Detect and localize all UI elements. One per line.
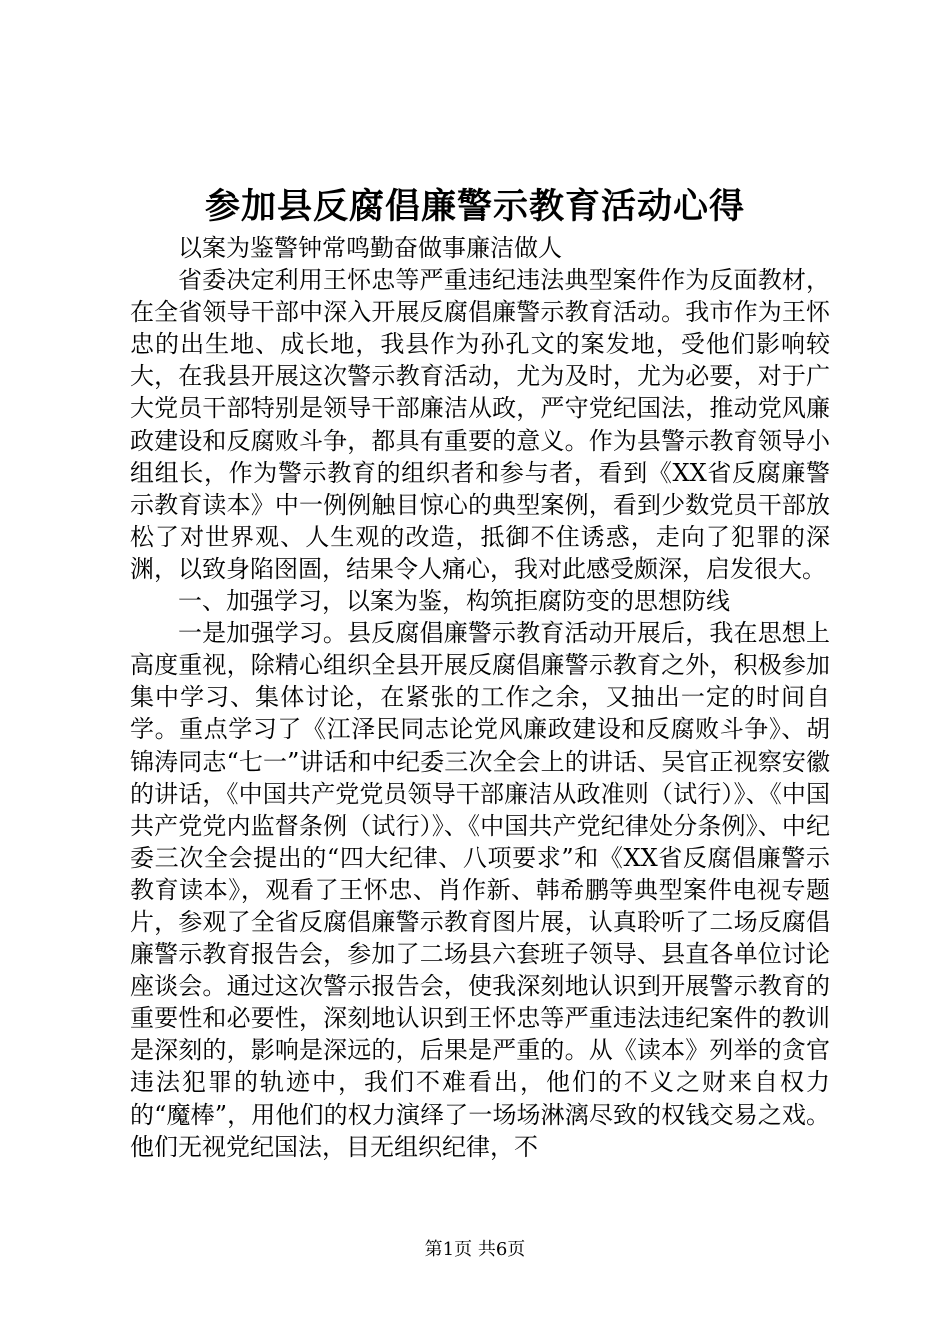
section-heading: 一、加强学习，以案为鉴，构筑拒腐防变的思想防线 (178, 587, 730, 616)
subtitle-paragraph: 以案为鉴警钟常鸣勤奋做事廉洁做人 (178, 234, 562, 262)
body-paragraph: 省委决定利用王怀忠等严重违纪违法典型案件作为反面教材，在全省领导干部中深入开展反腐倡廉警示教育活动。我市作为王怀忠的出生地、成长地，我县作为孙孔文的案发地，受他们影响较大，在我县开展这次警示教育活动，尤为及时，尤为必要，对于广大党员干部特别是领导干部廉洁从政，严守党纪国法，推动党风廉政建设和反腐败斗争，都具有重要的意义。作为县警示教育领导小组组长，作为警示教育的组织者和参与者，看到《XX省反腐廉警示教育读本》中一例例触目惊心的典型案例，看到少数党员干部放松了对世界观、人生观的改造，抵御不住诱惑，走向了犯罪的深渊，以致身陷囹圄，结果令人痛心，我对此感受颇深，启发很大。 (130, 266, 830, 583)
document-body (130, 232, 830, 1163)
body-paragraph: 一是加强学习。县反腐倡廉警示教育活动开展后，我在思想上高度重视，除精心组织全县开展反腐倡廉警示教育之外，积极参加集中学习、集体讨论，在紧张的工作之余，又抽出一定的时间自学。重点学习了《江泽民同志论党风廉政建设和反腐败斗争》、胡锦涛同志“七一”讲话和中纪委三次全会上的讲话、吴官正视察安徽的讲话，《中国共产党党员领导干部廉洁从政准则（试行）》、《中国共产党党内监督条例（试行）》、《中国共产党纪律处分条例》、中纪委三次全会提出的“四大纪律、八项要求”和《XX省反腐倡廉警示教育读本》，观看了王怀忠、肖作新、韩希鹏等典型案件电视专题片，参观了全省反腐倡廉警示教育图片展，认真聆听了二场反腐倡廉警示教育报告会，参加了二场县六套班子领导、县直各单位讨论座谈会。通过这次警示报告会，使我深刻地认识到开展警示教育的重要性和必要性，深刻地认识到王怀忠等严重违法违纪案件的教训是深刻的，影响是深远的，后果是严重的。从《读本》列举的贪官违法犯罪的轨迹中，我们不难看出，他们的不义之财来自权力的“魔棒”，用他们的权力演绎了一场场淋漓尽致的权钱交易之戏。他们无视党纪国法，目无组织纪律，不 (130, 619, 830, 1161)
page-number-footer: 第1页 共6页 (424, 1239, 526, 1260)
document-title: 参加县反腐倡廉警示教育活动心得 (204, 186, 745, 227)
